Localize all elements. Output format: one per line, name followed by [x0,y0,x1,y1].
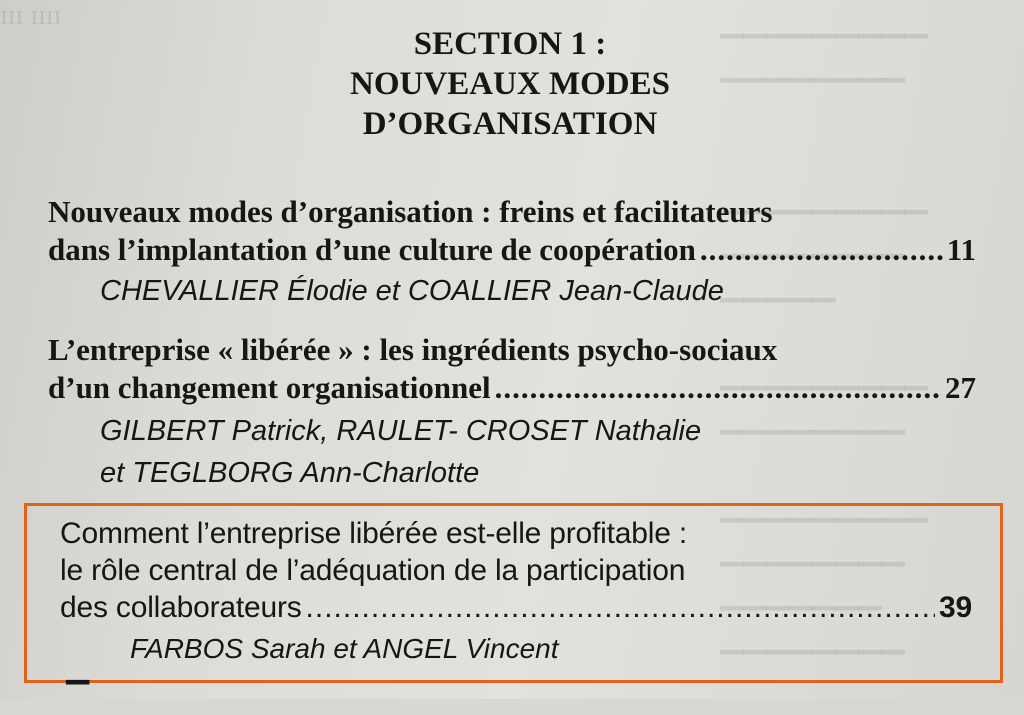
entry-2-authors-line1: GILBERT Patrick, RAULET- CROSET Nathalie [100,415,702,447]
entry-2-authors-line2: et TEGLBORG Ann-Charlotte [100,457,480,489]
section-number: SECTION 1 : [413,26,607,62]
bleed-through-text-right: ▁▁▁▁▁▁▁▁▁ ▁▁▁▁▁▁▁▁ ▁▁▁▁▁▁▁▁▁ ▁▁▁▁▁▁▁▁ ▁▁▁▁▁ ▁▁▁▁▁▁▁▁▁ ▁▁▁▁▁▁▁▁ ▁▁▁▁▁▁▁▁▁ ▁▁▁▁▁▁▁▁ ▁▁▁▁▁▁▁ ▁▁▁▁▁▁▁▁ [720,5,928,654]
section-title-line1: NOUVEAUX MODES [350,66,670,102]
entry-3-authors: FARBOS Sarah et ANGEL Vincent [130,633,559,664]
section-title-line2: D’ORGANISATION [362,106,658,142]
entry-3-title-last-line [60,588,972,628]
entry-3-title-line1: Comment l’entreprise libérée est-elle profitable : [60,517,687,550]
entry-1-page-number: 11 [946,232,976,267]
entry-2-title-line1: L’entreprise « libérée » : les ingrédients psycho-sociaux [48,332,778,367]
entry-2-title-line2: d’un changement organisationnel [48,370,491,405]
entry-1-authors: CHEVALLIER Élodie et COALLIER Jean-Claude [100,275,724,307]
entry-3-title-line2: le rôle central de l’adéquation de la participation [60,554,686,587]
entry-1-title-line2: dans l’implantation d’une culture de coopération [48,232,696,267]
next-entry-cutoff: ▔ [66,682,90,715]
bleed-through-text-left: ɪɪɪ ɪɪɪɪ [0,0,62,31]
entry-1-title-last-line [48,230,976,270]
entry-1-title-line1: Nouveaux modes d’organisation : freins et facilitateurs [48,194,773,229]
entry-2-page-number: 27 [945,370,976,405]
leader-dots [700,230,943,270]
leader-dots [495,368,941,408]
entry-2-title-last-line [48,368,976,408]
entry-3-title-line3: des collaborateurs [60,591,302,624]
entry-3-page-number: 39 [939,591,972,624]
leader-dots [306,588,935,628]
